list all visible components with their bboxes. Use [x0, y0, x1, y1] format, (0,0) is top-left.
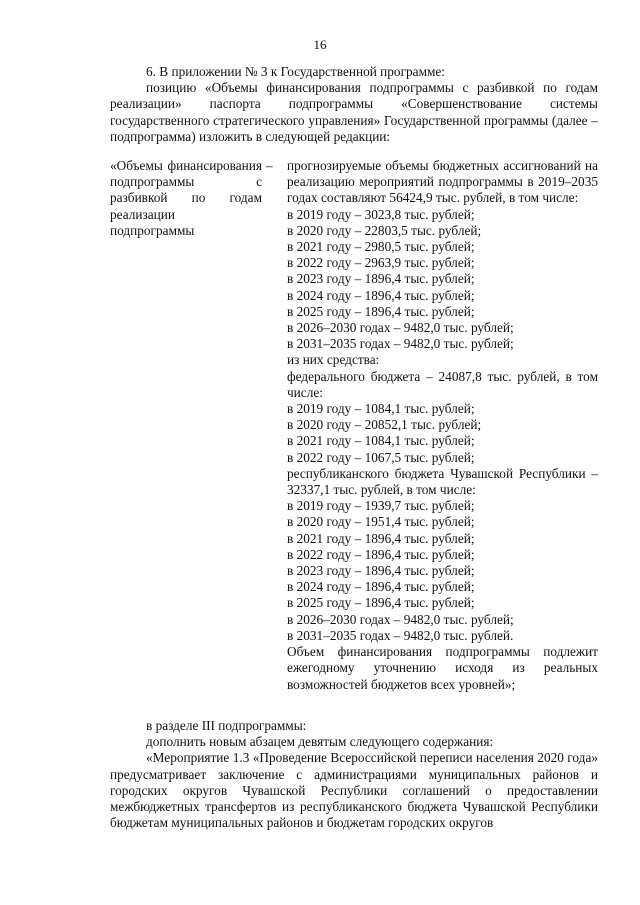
- funding-year-line: в 2019 году – 1084,1 тыс. рублей;: [287, 401, 475, 417]
- funding-year-line: в 2023 году – 1896,4 тыс. рублей;: [287, 271, 475, 287]
- funding-year-line: в 2031–2035 годах – 9482,0 тыс. рублей.: [287, 627, 514, 643]
- funding-year-line: в 2026–2030 годах – 9482,0 тыс. рублей;: [287, 611, 514, 627]
- funding-year-line: в 2019 году – 1939,7 тыс. рублей;: [287, 498, 475, 514]
- funding-year-line: в 2019 году – 3023,8 тыс. рублей;: [287, 206, 475, 222]
- funding-sources-heading: из них средства:: [287, 352, 380, 368]
- funding-year-line: в 2022 году – 1067,5 тыс. рублей;: [287, 449, 475, 465]
- funding-year-line: в 2022 году – 1896,4 тыс. рублей;: [287, 546, 475, 562]
- funding-year-line: в 2023 году – 1896,4 тыс. рублей;: [287, 563, 475, 579]
- funding-year-line: в 2025 году – 1896,4 тыс. рублей;: [287, 595, 475, 611]
- funding-year-line: в 2020 году – 1951,4 тыс. рублей;: [287, 514, 475, 530]
- table-left-cell: «Объемы финансирования подпрограммы с разбивкой по годам реализации подпрограммы: [110, 158, 262, 238]
- funding-year-line: в 2026–2030 годах – 9482,0 тыс. рублей;: [287, 320, 514, 336]
- bottom-paragraph-3: «Мероприятие 1.3 «Проведение Всероссийской переписи населения 2020 года» предусматривает заключение с администрациями муниципальных районов и городских округов Чувашской Республики соглашений о предоставлении межбюджетных трансфертов из республиканского бюджета Чувашской Республики бюджетам муниципальных районов и бюджетам городских округов: [110, 750, 598, 831]
- intro-section: [110, 64, 598, 145]
- bottom-paragraph-1: в разделе III подпрограммы:: [146, 718, 307, 733]
- funding-year-line: в 2024 году – 1896,4 тыс. рублей;: [287, 287, 475, 303]
- funding-total-line: прогнозируемые объемы бюджетных ассигнований на реализацию мероприятий подпрограммы в 2019–2035 годах составляют 56424,9 тыс. рублей, в том числе:: [287, 158, 598, 206]
- funding-year-line: в 2025 году – 1896,4 тыс. рублей;: [287, 303, 475, 319]
- funding-adjustment-note: Объем финансирования подпрограммы подлежит ежегодному уточнению исходя из реальных возможностей бюджетов всех уровней»;: [287, 644, 598, 692]
- bottom-section: [110, 718, 598, 831]
- bottom-paragraph-2: дополнить новым абзацем девятым следующего содержания:: [146, 734, 494, 750]
- funding-year-line: в 2031–2035 годах – 9482,0 тыс. рублей;: [287, 336, 514, 352]
- table-dash: –: [266, 158, 273, 173]
- page-number: 16: [313, 37, 327, 52]
- intro-paragraph-1: 6. В приложении № 3 к Государственной программе:: [146, 64, 446, 79]
- funding-year-line: в 2021 году – 1896,4 тыс. рублей;: [287, 530, 475, 546]
- funding-year-line: в 2020 году – 22803,5 тыс. рублей;: [287, 222, 482, 238]
- federal-budget-line: федерального бюджета – 24087,8 тыс. рублей, в том числе:: [287, 368, 598, 400]
- funding-year-line: в 2022 году – 2963,9 тыс. рублей;: [287, 255, 475, 271]
- intro-paragraph-2: позицию «Объемы финансирования подпрограммы с разбивкой по годам реализации» паспорта подпрограммы «Совершенствование системы государственного стратегического управления» Государственной программы (далее – подпрограмма) изложить в следующей редакции:: [110, 80, 598, 144]
- funding-year-line: в 2024 году – 1896,4 тыс. рублей;: [287, 579, 475, 595]
- funding-year-line: в 2021 году – 2980,5 тыс. рублей;: [287, 239, 475, 255]
- republican-budget-line: республиканского бюджета Чувашской Республики – 32337,1 тыс. рублей, в том числе:: [287, 465, 598, 498]
- table-right-cell: [287, 158, 598, 693]
- funding-year-line: в 2020 году – 20852,1 тыс. рублей;: [287, 417, 482, 433]
- funding-year-line: в 2021 году – 1084,1 тыс. рублей;: [287, 433, 475, 449]
